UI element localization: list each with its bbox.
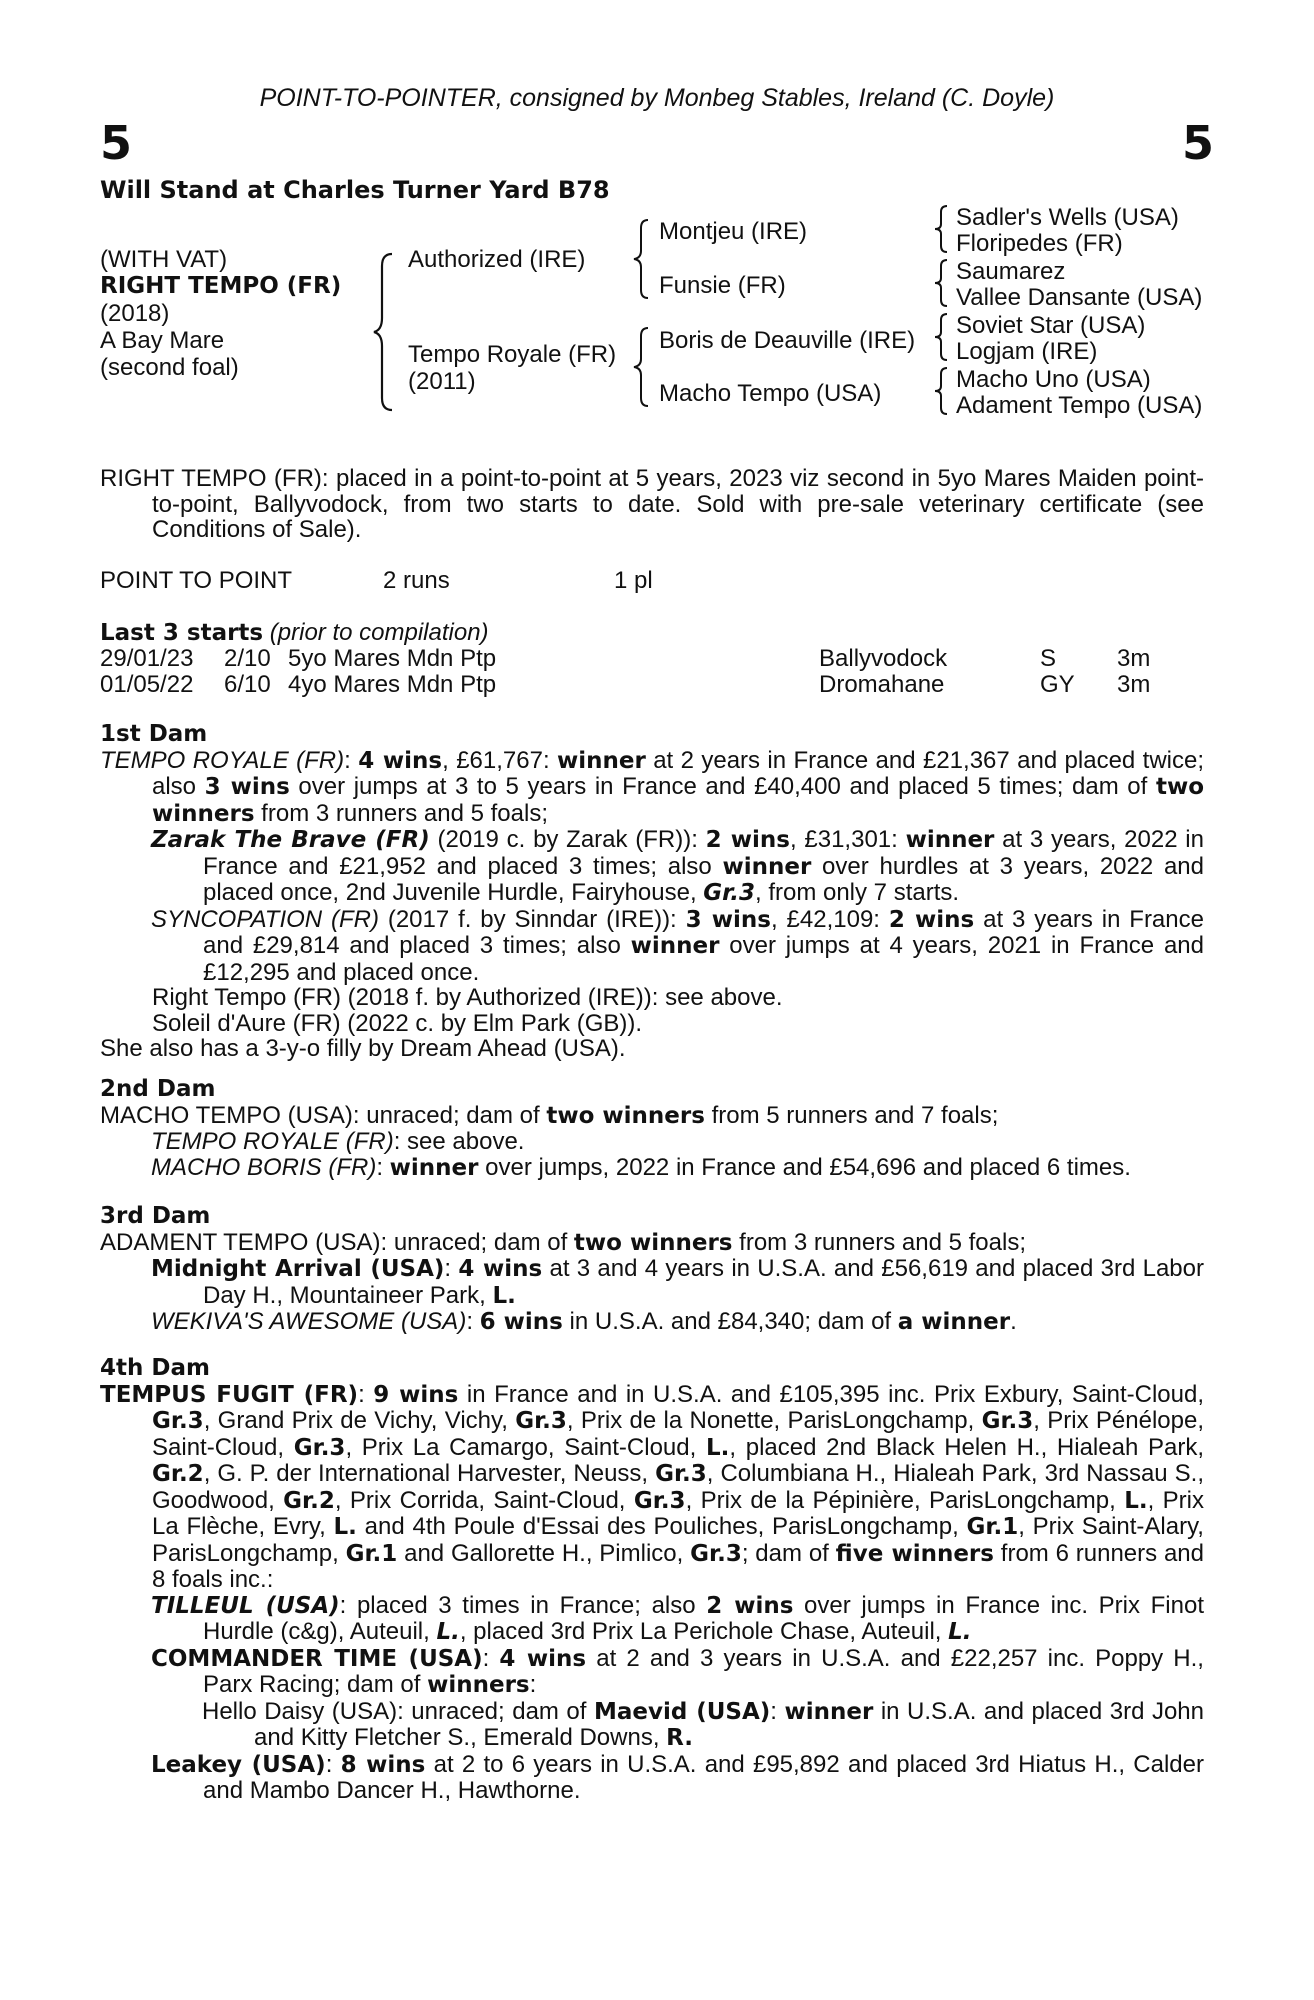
produce-entry: WEKIVA'S AWESOME (USA): 6 wins in U.S.A. and £84,340; dam of a winner.: [151, 1308, 1017, 1335]
start-going: GY: [1040, 671, 1075, 698]
ggen-6: Logjam (IRE): [956, 338, 1098, 365]
pedigree-dam-sire: Boris de Deauville (IRE): [659, 327, 916, 354]
ggen-5: Soviet Star (USA): [956, 312, 1146, 339]
second-dam-heading: 2nd Dam: [100, 1076, 216, 1102]
horse-description: A Bay Mare: [100, 327, 225, 354]
consignment-line: POINT-TO-POINTER, consigned by Monbeg Stables, Ireland (C. Doyle): [259, 84, 1055, 112]
start-course: Dromahane: [819, 671, 945, 698]
pedigree-dam-year: (2011): [408, 368, 476, 395]
record-row: [100, 568, 1204, 594]
produce-entry: TEMPO ROYALE (FR): see above.: [151, 1128, 525, 1155]
second-dam-entry: MACHO TEMPO (USA): unraced; dam of two winners from 5 runners and 7 foals;: [100, 1101, 999, 1129]
first-dam-entry: TEMPO ROYALE (FR): 4 wins, £61,767: winner at 2 years in France and £21,367 and placed twice; also 3 wins over jumps at 3 to 5 years in France and £40,400 and placed 5 times; dam of two winners from 3 runners and 5 foals;: [100, 746, 1205, 827]
sire-brace: [632, 218, 656, 300]
pedigree-sire-dam: Funsie (FR): [659, 272, 786, 299]
start-position: 2/10: [224, 645, 271, 672]
horse-foal: (second foal): [100, 354, 239, 381]
ggen-2: Floripedes (FR): [956, 230, 1123, 257]
start-row: [100, 672, 1204, 698]
horse-year: (2018): [100, 300, 170, 327]
produce-entry: MACHO BORIS (FR): winner over jumps, 2022 in France and £54,696 and placed 6 times.: [151, 1153, 1131, 1181]
produce-entry: Leakey (USA): 8 wins at 2 to 6 years in U.S.A. and £95,892 and placed 3rd Hiatus H., Calder and Mambo Dancer H., Hawthorne.: [151, 1750, 1204, 1804]
start-distance: 3m: [1117, 645, 1151, 672]
stand-location: Will Stand at Charles Turner Yard B78: [100, 176, 610, 204]
start-course: Ballyvodock: [819, 645, 948, 672]
start-going: S: [1040, 645, 1057, 672]
produce-entry: Zarak The Brave (FR) (2019 c. by Zarak (FR)): 2 wins, £31,301: winner at 3 years, 2022 in France and £21,952 and placed 3 times; also winner over hurdles at 3 years, 2022 and placed once, 2nd Juvenile Hurdle, Fairyhouse, Gr.3, from only 7 starts.: [151, 826, 1205, 906]
ggen-3: Saumarez: [956, 258, 1066, 285]
produce-entry: Hello Daisy (USA): unraced; dam of Maevid (USA): winner in U.S.A. and placed 3rd John and Kitty Fletcher S., Emerald Downs, R.: [202, 1697, 1204, 1751]
fourth-dam-entry: TEMPUS FUGIT (FR): 9 wins in France and in U.S.A. and £105,395 inc. Prix Exbury, Saint-Cloud, Gr.3, Grand Prix de Vichy, Vichy, Gr.3, Prix de la Nonette, ParisLongchamp, Gr.3, Prix Pénélope, Saint-Cloud, Gr.3, Prix La Camargo, Saint-Cloud, L., placed 2nd Black Helen H., Hialeah Park, Gr.2, G. P. der International Harvester, Neuss, Gr.3, Columbiana H., Hialeah Park, 3rd Nassau S., Goodwood, Gr.2, Prix Corrida, Saint-Cloud, Gr.3, Prix de la Pépinière, ParisLongchamp, L., Prix La Flèche, Evry, L. and 4th Poule d'Essai des Pouliches, ParisLongchamp, Gr.1, Prix Saint-Alary, ParisLongchamp, Gr.1 and Gallorette H., Pimlico, Gr.3; dam of five winners from 6 runners and 8 foals inc.:: [100, 1380, 1205, 1593]
pedigree-dam: Tempo Royale (FR): [408, 341, 617, 368]
lot-number-right: 5: [1181, 116, 1214, 170]
third-dam-heading: 3rd Dam: [100, 1203, 211, 1229]
ggen-brace-3: [933, 312, 953, 362]
lot-number-left: 5: [100, 116, 133, 170]
ggen-brace-4: [933, 366, 953, 416]
horse-name: RIGHT TEMPO (FR): [100, 273, 342, 299]
ggen-8: Adament Tempo (USA): [956, 392, 1203, 419]
record-runs: 2 runs: [383, 567, 450, 594]
ggen-4: Vallee Dansante (USA): [956, 284, 1203, 311]
ggen-1: Sadler's Wells (USA): [956, 204, 1179, 231]
produce-entry: Soleil d'Aure (FR) (2022 c. by Elm Park (GB)).: [152, 1009, 643, 1037]
start-distance: 3m: [1117, 671, 1151, 698]
ggen-brace-2: [933, 258, 953, 308]
third-dam-entry: ADAMENT TEMPO (USA): unraced; dam of two winners from 3 runners and 5 foals;: [100, 1228, 1026, 1256]
record-placed: 1 pl: [614, 567, 653, 594]
start-race: 4yo Mares Mdn Ptp: [288, 671, 497, 698]
pedigree-dam-dam: Macho Tempo (USA): [659, 380, 882, 407]
fourth-dam-heading: 4th Dam: [100, 1355, 210, 1381]
produce-note: She also has a 3-y-o filly by Dream Ahead (USA).: [100, 1035, 626, 1062]
last-starts-note: (prior to compilation): [269, 619, 489, 646]
start-date: 01/05/22: [100, 671, 194, 698]
start-position: 6/10: [224, 671, 271, 698]
pedigree-sire: Authorized (IRE): [408, 246, 586, 273]
produce-entry: Midnight Arrival (USA): 4 wins at 3 and 4 years in U.S.A. and £56,619 and placed 3rd Labor Day H., Mountaineer Park, L.: [151, 1255, 1204, 1309]
produce-entry: TILLEUL (USA): placed 3 times in France; also 2 wins over jumps in France inc. Prix Finot Hurdle (c&g), Auteuil, L., placed 3rd Prix La Perichole Chase, Auteuil, L.: [151, 1591, 1204, 1645]
pedigree-vat: (WITH VAT): [100, 246, 228, 273]
ggen-7: Macho Uno (USA): [956, 366, 1151, 393]
first-dam-heading: 1st Dam: [100, 721, 208, 747]
last-starts-heading-row: [100, 620, 1204, 646]
last-starts-heading: Last 3 starts: [100, 620, 264, 646]
pedigree-main-brace: [372, 252, 402, 412]
produce-entry: SYNCOPATION (FR) (2017 f. by Sinndar (IRE)): 3 wins, £42,109: 2 wins at 3 years in France and £29,814 and placed 3 times; also winner over jumps at 4 years, 2021 in France and £12,295 and placed once.: [151, 905, 1205, 986]
start-race: 5yo Mares Mdn Ptp: [288, 645, 497, 672]
pedigree-sire-sire: Montjeu (IRE): [659, 218, 808, 245]
produce-entry: COMMANDER TIME (USA): 4 wins at 2 and 3 years in U.S.A. and £22,257 inc. Poppy H., Parx Racing; dam of winners:: [151, 1644, 1204, 1698]
start-date: 29/01/23: [100, 645, 194, 672]
summary-text: RIGHT TEMPO (FR): placed in a point-to-point at 5 years, 2023 viz second in 5yo Mares Maiden point-to-point, Ballyvodock, from two starts to date. Sold with pre-sale veterinary certificate (see Conditions of Sale).: [100, 465, 1204, 543]
ggen-brace-1: [933, 204, 953, 254]
produce-entry: Right Tempo (FR) (2018 f. by Authorized (IRE)): see above.: [152, 984, 783, 1011]
start-row: [100, 646, 1204, 672]
record-label: POINT TO POINT: [100, 567, 293, 594]
dam-brace: [632, 326, 656, 408]
